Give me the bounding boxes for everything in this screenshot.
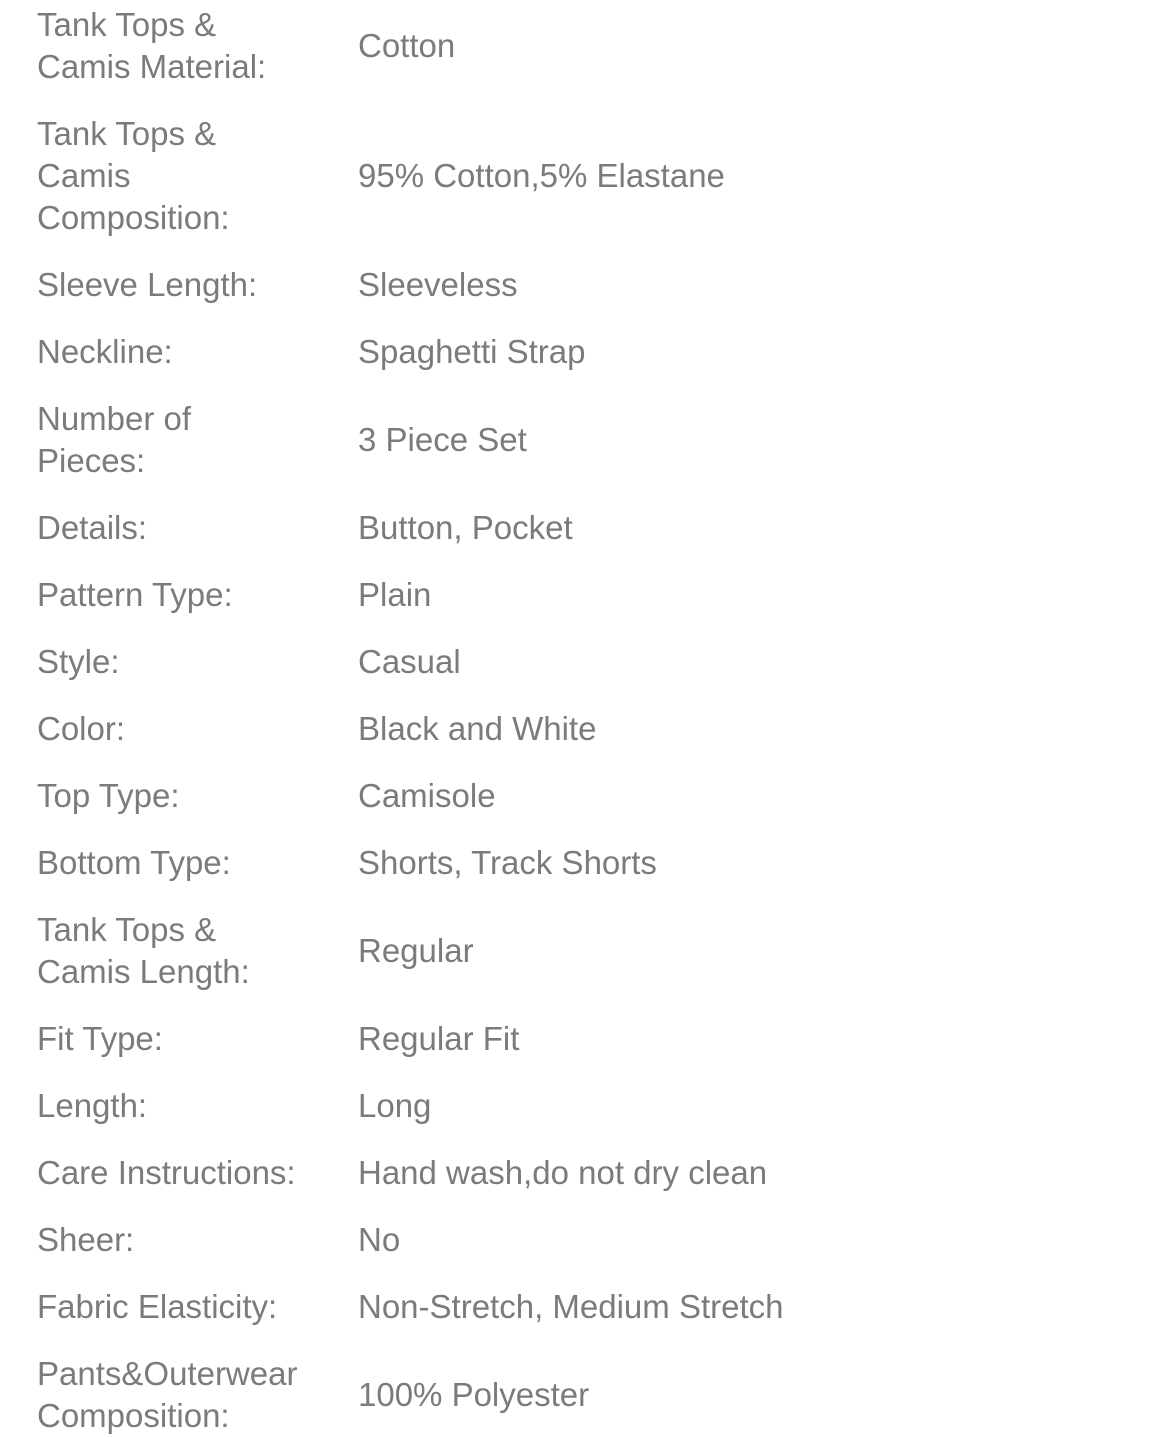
spec-label: Pants&Outerwear Composition: [37, 1355, 298, 1434]
spec-label: Length: [37, 1087, 148, 1124]
spec-value: 100% Polyester [358, 1376, 590, 1413]
spec-value: Sleeveless [358, 266, 518, 303]
spec-row-fit-type [37, 1018, 1150, 1060]
spec-value: Regular [358, 932, 474, 969]
spec-row-top-type [37, 775, 1150, 817]
spec-label: Top Type: [37, 777, 180, 814]
spec-label: Number of Pieces: [37, 400, 192, 479]
spec-value: Button, Pocket [358, 509, 573, 546]
spec-value: Regular Fit [358, 1020, 520, 1057]
spec-row-pants-outerwear-composition [37, 1353, 1150, 1437]
spec-label: Sheer: [37, 1221, 135, 1258]
spec-row-bottom-type [37, 842, 1150, 884]
spec-label: Tank Tops & Camis Length: [37, 911, 250, 990]
spec-label: Details: [37, 509, 148, 546]
spec-row-length [37, 1085, 1150, 1127]
spec-row-style [37, 641, 1150, 683]
spec-value: Shorts, Track Shorts [358, 844, 657, 881]
spec-row-number-of-pieces [37, 398, 1150, 482]
spec-label: Pattern Type: [37, 576, 233, 613]
spec-row-tank-tops-camis-length [37, 909, 1150, 993]
spec-value: Plain [358, 576, 432, 613]
spec-row-color [37, 708, 1150, 750]
spec-value: Camisole [358, 777, 496, 814]
spec-value: No [358, 1221, 401, 1258]
spec-label: Style: [37, 643, 120, 680]
spec-value: Non-Stretch, Medium Stretch [358, 1288, 784, 1325]
spec-label: Fabric Elasticity: [37, 1288, 278, 1325]
spec-row-tank-tops-camis-composition [37, 113, 1150, 239]
spec-value: 95% Cotton,5% Elastane [358, 157, 725, 194]
spec-label: Care Instructions: [37, 1154, 296, 1191]
spec-value: Hand wash,do not dry clean [358, 1154, 768, 1191]
spec-row-details [37, 507, 1150, 549]
spec-row-fabric-elasticity [37, 1286, 1150, 1328]
spec-row-care-instructions [37, 1152, 1150, 1194]
spec-row-sleeve-length [37, 264, 1150, 306]
spec-label: Tank Tops & Camis Composition: [37, 115, 230, 236]
spec-label: Neckline: [37, 333, 173, 370]
spec-label: Tank Tops & Camis Material: [37, 6, 267, 85]
spec-row-neckline [37, 331, 1150, 373]
spec-value: Spaghetti Strap [358, 333, 586, 370]
spec-value: Cotton [358, 27, 456, 64]
spec-value: Long [358, 1087, 432, 1124]
spec-value: 3 Piece Set [358, 421, 527, 458]
spec-label: Fit Type: [37, 1020, 163, 1057]
spec-row-sheer [37, 1219, 1150, 1261]
spec-value: Black and White [358, 710, 597, 747]
spec-label: Sleeve Length: [37, 266, 258, 303]
spec-row-tank-tops-camis-material [37, 4, 1150, 88]
spec-label: Bottom Type: [37, 844, 231, 881]
spec-row-pattern-type [37, 574, 1150, 616]
spec-label: Color: [37, 710, 126, 747]
spec-value: Casual [358, 643, 461, 680]
